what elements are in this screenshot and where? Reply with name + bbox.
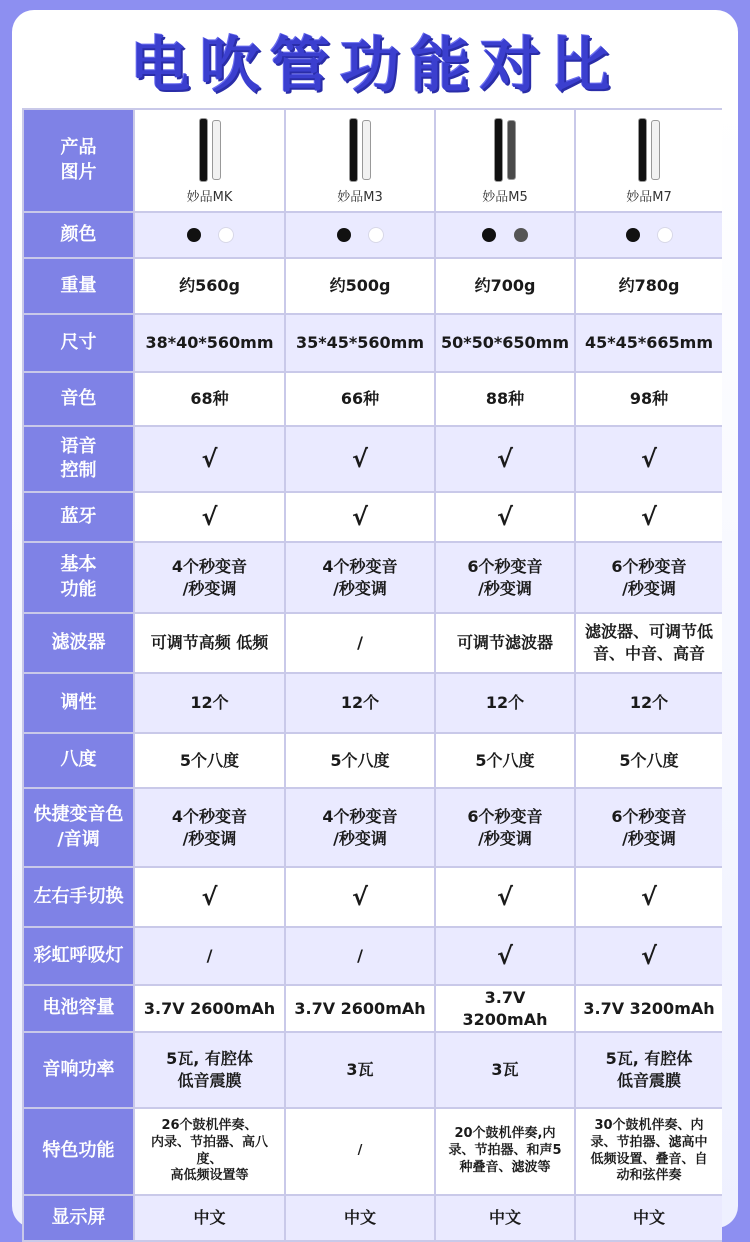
value-cell: 滤波器、可调节低 音、中音、高音: [576, 614, 722, 672]
value-cell: 12个: [286, 674, 434, 732]
value-cell: 3.7V 3200mAh: [576, 986, 722, 1031]
value-cell: /: [286, 928, 434, 984]
product-name: 妙品M3: [337, 190, 383, 206]
color-options: [286, 213, 434, 257]
color-swatch: [482, 228, 496, 242]
value-cell: 5瓦, 有腔体 低音震膜: [576, 1033, 722, 1107]
value-cell: /: [286, 614, 434, 672]
color-swatch: [219, 228, 233, 242]
value-cell: 4个秒变音 /秒变调: [135, 543, 284, 612]
wind-instrument-stick: [349, 118, 358, 182]
color-swatch: [187, 228, 201, 242]
product-photo: [638, 117, 660, 183]
color-options: [576, 213, 722, 257]
row-label: 调性: [24, 674, 133, 732]
wind-instrument-stick: [638, 118, 647, 182]
color-swatch: [626, 228, 640, 242]
value-cell: √: [436, 928, 574, 984]
product-photo: [199, 117, 221, 183]
value-cell: 50*50*650mm: [436, 315, 574, 371]
value-cell: √: [286, 493, 434, 541]
value-cell: √: [576, 493, 722, 541]
value-cell: √: [135, 868, 284, 926]
row-label: 语音 控制: [24, 427, 133, 491]
row-label: 左右手切换: [24, 868, 133, 926]
value-cell: 6个秒变音 /秒变调: [436, 543, 574, 612]
product-image-cell: [286, 110, 434, 211]
row-label: 蓝牙: [24, 493, 133, 541]
value-cell: √: [286, 868, 434, 926]
value-cell: 12个: [576, 674, 722, 732]
wind-instrument-stick: [651, 120, 660, 180]
product-name: 妙品MK: [186, 190, 233, 206]
value-cell: √: [436, 493, 574, 541]
value-cell: 约500g: [286, 259, 434, 313]
page-title: 电吹管功能对比: [130, 31, 620, 101]
value-cell: 约560g: [135, 259, 284, 313]
value-cell: 约780g: [576, 259, 722, 313]
row-label: 特色功能: [24, 1109, 133, 1194]
value-cell: 4个秒变音 /秒变调: [286, 789, 434, 866]
value-cell: 可调节高频 低频: [135, 614, 284, 672]
row-label: 八度: [24, 734, 133, 787]
comparison-table: [22, 108, 722, 1242]
value-cell: 5个八度: [436, 734, 574, 787]
value-cell: 68种: [135, 373, 284, 425]
row-label: 产品 图片: [24, 110, 133, 211]
value-cell: √: [286, 427, 434, 491]
value-cell: 可调节滤波器: [436, 614, 574, 672]
value-cell: 中文: [576, 1196, 722, 1240]
value-cell: √: [135, 427, 284, 491]
color-swatch: [337, 228, 351, 242]
color-swatch: [369, 228, 383, 242]
row-label: 彩虹呼吸灯: [24, 928, 133, 984]
value-cell: 约700g: [436, 259, 574, 313]
wind-instrument-stick: [507, 120, 516, 180]
value-cell: 5个八度: [286, 734, 434, 787]
value-cell: /: [135, 928, 284, 984]
value-cell: 中文: [286, 1196, 434, 1240]
wind-instrument-stick: [362, 120, 371, 180]
row-label: 基本 功能: [24, 543, 133, 612]
value-cell: 6个秒变音 /秒变调: [576, 543, 722, 612]
value-cell: √: [576, 427, 722, 491]
value-cell: 5个八度: [135, 734, 284, 787]
row-label: 颜色: [24, 213, 133, 257]
color-options: [436, 213, 574, 257]
value-cell: 35*45*560mm: [286, 315, 434, 371]
product-image-cell: [436, 110, 574, 211]
value-cell: 6个秒变音 /秒变调: [576, 789, 722, 866]
value-cell: 6个秒变音 /秒变调: [436, 789, 574, 866]
value-cell: 12个: [436, 674, 574, 732]
value-cell: 5个八度: [576, 734, 722, 787]
value-cell: 3.7V 2600mAh: [135, 986, 284, 1031]
wind-instrument-stick: [212, 120, 221, 180]
wind-instrument-stick: [494, 118, 503, 182]
product-image-cell: [576, 110, 722, 211]
value-cell: 3瓦: [436, 1033, 574, 1107]
row-label: 电池容量: [24, 986, 133, 1031]
value-cell: √: [135, 493, 284, 541]
value-cell: 4个秒变音 /秒变调: [286, 543, 434, 612]
value-cell: 3.7V 2600mAh: [286, 986, 434, 1031]
row-label: 音响功率: [24, 1033, 133, 1107]
product-image-cell: [135, 110, 284, 211]
value-cell: /: [286, 1109, 434, 1194]
value-cell: √: [436, 868, 574, 926]
value-cell: 中文: [436, 1196, 574, 1240]
value-cell: 中文: [135, 1196, 284, 1240]
value-cell: 26个鼓机伴奏、 内录、节拍器、高八度、 高低频设置等: [135, 1109, 284, 1194]
value-cell: 12个: [135, 674, 284, 732]
color-options: [135, 213, 284, 257]
row-label: 重量: [24, 259, 133, 313]
row-label: 尺寸: [24, 315, 133, 371]
value-cell: 45*45*665mm: [576, 315, 722, 371]
value-cell: 88种: [436, 373, 574, 425]
product-name: 妙品M5: [482, 190, 528, 206]
value-cell: 30个鼓机伴奏、内 录、节拍器、滤高中 低频设置、叠音、自 动和弦伴奏: [576, 1109, 722, 1194]
product-photo: [349, 117, 371, 183]
product-photo: [494, 117, 516, 183]
value-cell: √: [436, 427, 574, 491]
value-cell: 38*40*560mm: [135, 315, 284, 371]
row-label: 显示屏: [24, 1196, 133, 1240]
value-cell: 66种: [286, 373, 434, 425]
value-cell: 98种: [576, 373, 722, 425]
row-label: 快捷变音色 /音调: [24, 789, 133, 866]
color-swatch: [514, 228, 528, 242]
value-cell: 5瓦, 有腔体 低音震膜: [135, 1033, 284, 1107]
product-name: 妙品M7: [626, 190, 672, 206]
value-cell: 20个鼓机伴奏,内 录、节拍器、和声5 种叠音、滤波等: [436, 1109, 574, 1194]
value-cell: √: [576, 868, 722, 926]
value-cell: 4个秒变音 /秒变调: [135, 789, 284, 866]
value-cell: √: [576, 928, 722, 984]
row-label: 音色: [24, 373, 133, 425]
value-cell: 3.7V 3200mAh: [436, 986, 574, 1031]
value-cell: 3瓦: [286, 1033, 434, 1107]
color-swatch: [658, 228, 672, 242]
wind-instrument-stick: [199, 118, 208, 182]
row-label: 滤波器: [24, 614, 133, 672]
